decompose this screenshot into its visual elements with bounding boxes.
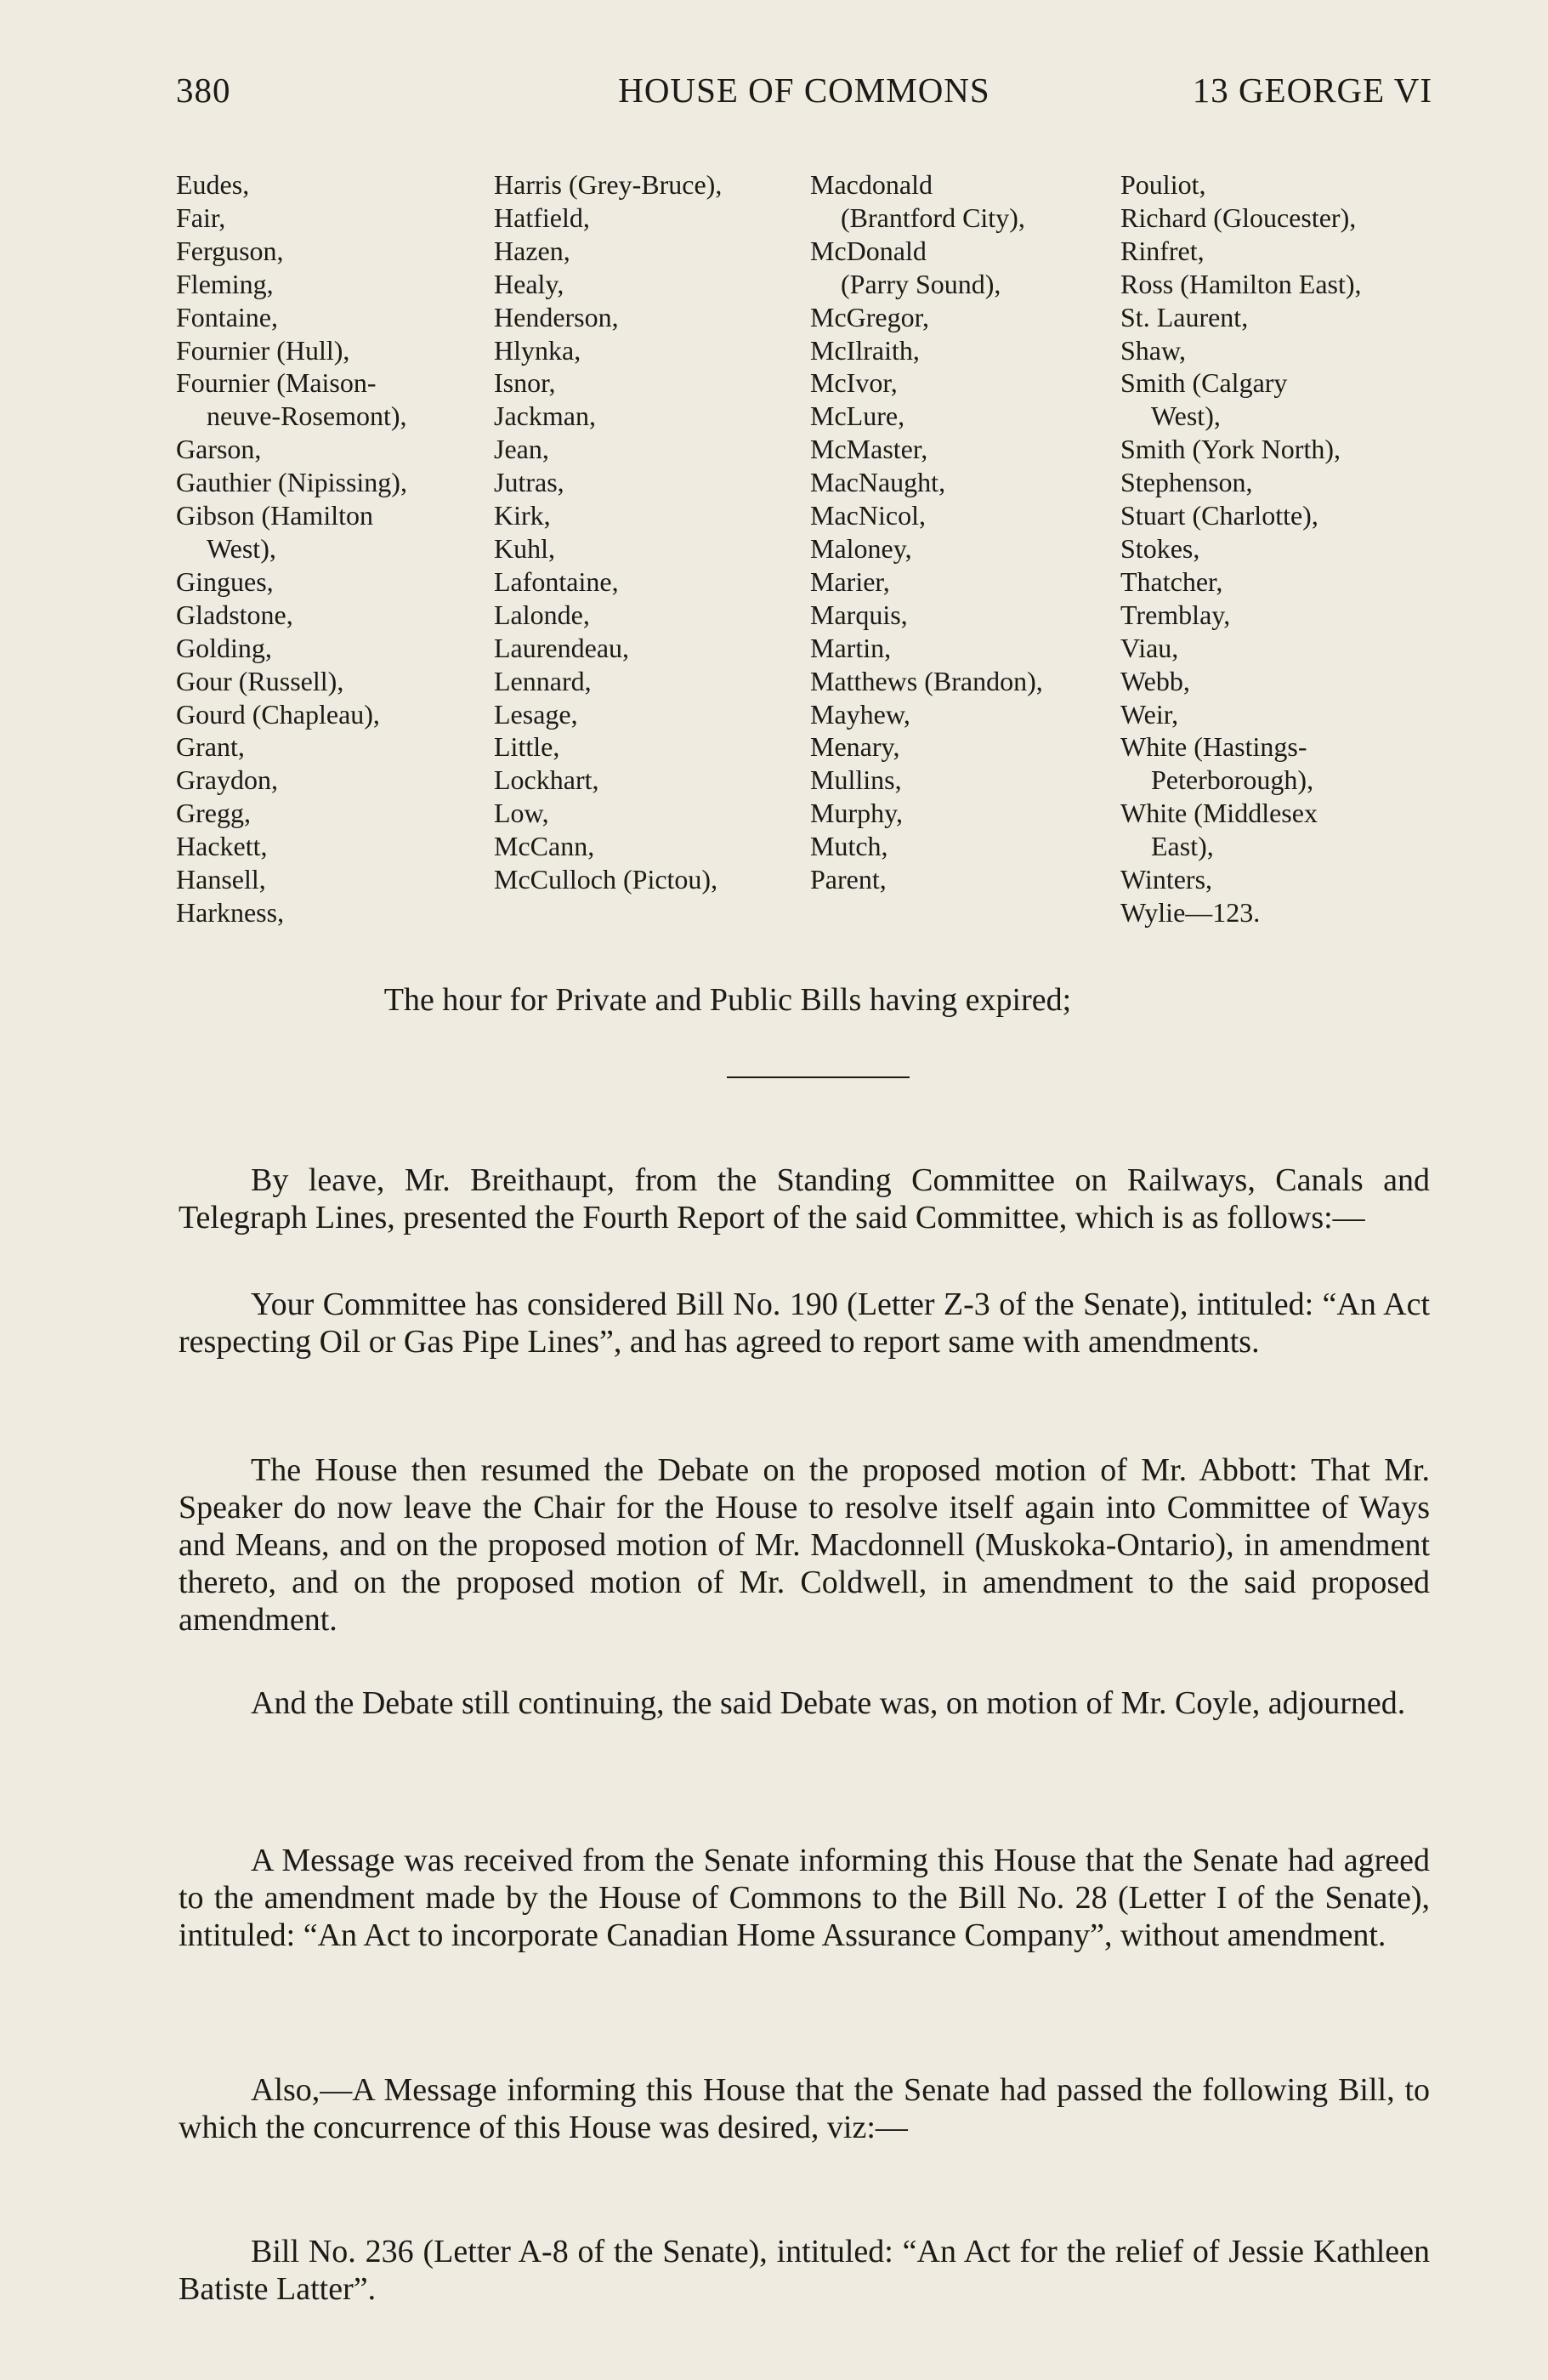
member-name: Marier, bbox=[810, 565, 890, 597]
page-header bbox=[176, 70, 1432, 121]
member-name: Gibson (Hamilton bbox=[176, 500, 373, 531]
member-name: Mullins, bbox=[810, 764, 902, 796]
member-name: Mutch, bbox=[810, 831, 888, 862]
member-name: Fair, bbox=[176, 202, 226, 233]
member-name: Rinfret, bbox=[1120, 235, 1205, 266]
member-name: Hackett, bbox=[176, 831, 268, 862]
member-name: Webb, bbox=[1120, 665, 1190, 696]
member-name: Macdonald bbox=[810, 169, 933, 200]
member-name: Richard (Gloucester), bbox=[1120, 202, 1357, 233]
member-name: Kuhl, bbox=[494, 532, 555, 564]
member-name: Gladstone, bbox=[176, 599, 293, 630]
report-intro-paragraph: By leave, Mr. Breithaupt, from the Standing Committee on Railways, Canals and Telegraph Lines, presented the Fourth Report of the said Committee, which is as follows:— bbox=[179, 1162, 1430, 1235]
member-name: Fournier (Hull), bbox=[176, 334, 350, 366]
member-name: (Brantford City), bbox=[841, 202, 1025, 233]
names-column-3 bbox=[810, 168, 1125, 896]
member-name: Garson, bbox=[176, 434, 262, 465]
member-name: Weir, bbox=[1120, 698, 1179, 730]
member-name: Eudes, bbox=[176, 169, 250, 200]
member-name: Hatfield, bbox=[494, 202, 590, 233]
member-name: Parent, bbox=[810, 864, 887, 895]
member-name: Ferguson, bbox=[176, 235, 284, 266]
debate-resumed-paragraph: The House then resumed the Debate on the proposed motion of Mr. Abbott: That Mr. Speaker do now leave the Chair for the House to resolve itself again into Committee of Ways and Means, and on the proposed motion of Mr. Macdonnell (Muskoka-Ontario), in amendment thereto, and on the proposed motion of Mr. Coldwell, in amendment to the said proposed amendment. bbox=[179, 1452, 1430, 1638]
page-number: 380 bbox=[176, 71, 231, 110]
member-name: McGregor, bbox=[810, 301, 929, 332]
member-name: Pouliot, bbox=[1120, 169, 1206, 200]
section-divider bbox=[727, 1076, 910, 1078]
member-name: Menary, bbox=[810, 731, 900, 763]
member-name: (Parry Sound), bbox=[841, 268, 1001, 299]
member-name: East), bbox=[1151, 831, 1214, 862]
member-name: White (Hastings- bbox=[1120, 731, 1307, 763]
session-label: 13 GEORGE VI bbox=[1192, 71, 1432, 110]
member-name: MacNicol, bbox=[810, 500, 926, 531]
names-column-4 bbox=[1120, 168, 1443, 929]
names-column-2 bbox=[494, 168, 808, 896]
member-name: Kirk, bbox=[494, 500, 551, 531]
member-name: Hazen, bbox=[494, 235, 570, 266]
member-name: Fournier (Maison- bbox=[176, 367, 377, 399]
member-name: McCulloch (Pictou), bbox=[494, 864, 718, 895]
member-name: McIlraith, bbox=[810, 334, 920, 366]
member-name: Gregg, bbox=[176, 798, 251, 829]
member-name: Laurendeau, bbox=[494, 632, 630, 663]
member-name: Grant, bbox=[176, 731, 245, 763]
member-name: Shaw, bbox=[1120, 334, 1187, 366]
member-name: Lesage, bbox=[494, 698, 578, 730]
member-name: Fleming, bbox=[176, 268, 274, 299]
member-name: Harkness, bbox=[176, 896, 285, 928]
member-name: Mayhew, bbox=[810, 698, 910, 730]
member-name: McLure, bbox=[810, 400, 905, 432]
member-name: Stuart (Charlotte), bbox=[1120, 500, 1318, 531]
member-name: Gourd (Chapleau), bbox=[176, 698, 380, 730]
member-name: Gauthier (Nipissing), bbox=[176, 467, 407, 498]
member-name: neuve-Rosemont), bbox=[207, 400, 407, 432]
bill-236-paragraph: Bill No. 236 (Letter A-8 of the Senate), intituled: “An Act for the relief of Jessie Kathleen Batiste Latter”. bbox=[179, 2234, 1430, 2307]
member-name: Jackman, bbox=[494, 400, 596, 432]
member-name: Ross (Hamilton East), bbox=[1120, 268, 1362, 299]
member-name: Gingues, bbox=[176, 565, 274, 597]
member-name: Fontaine, bbox=[176, 301, 278, 332]
member-name: Maloney, bbox=[810, 532, 912, 564]
member-name: Viau, bbox=[1120, 632, 1179, 663]
member-name: Murphy, bbox=[810, 798, 904, 829]
debate-adjourned-paragraph: And the Debate still continuing, the said Debate was, on motion of Mr. Coyle, adjourned. bbox=[251, 1685, 1406, 1721]
names-column-1 bbox=[176, 168, 490, 929]
member-name: West), bbox=[207, 532, 276, 564]
hour-expired-line: The hour for Private and Public Bills having expired; bbox=[383, 982, 1072, 1018]
member-name: McDonald bbox=[810, 235, 927, 266]
member-name: Smith (York North), bbox=[1120, 434, 1341, 465]
member-name: Harris (Grey-Bruce), bbox=[494, 169, 723, 200]
member-name: Golding, bbox=[176, 632, 272, 663]
member-name: MacNaught, bbox=[810, 467, 946, 498]
member-name: Isnor, bbox=[494, 367, 556, 399]
member-name: Marquis, bbox=[810, 599, 908, 630]
member-name: Martin, bbox=[810, 632, 892, 663]
member-name: Jean, bbox=[494, 434, 549, 465]
member-name: St. Laurent, bbox=[1120, 301, 1249, 332]
member-name: Lalonde, bbox=[494, 599, 590, 630]
member-name: Little, bbox=[494, 731, 560, 763]
member-name: Lafontaine, bbox=[494, 565, 619, 597]
member-name: Winters, bbox=[1120, 864, 1213, 895]
member-name: McCann, bbox=[494, 831, 595, 862]
senate-message-paragraph: A Message was received from the Senate informing this House that the Senate had agreed to the amendment made by the House of Commons to the Bill No. 28 (Letter I of the Senate), intituled: “An Act to incorporate Canadian Home Assurance Company”, without amendment. bbox=[179, 1843, 1430, 1953]
member-name: Smith (Calgary bbox=[1120, 367, 1288, 399]
member-name: Stephenson, bbox=[1120, 467, 1253, 498]
member-name: West), bbox=[1151, 400, 1221, 432]
member-name: Healy, bbox=[494, 268, 564, 299]
member-name: Jutras, bbox=[494, 467, 564, 498]
member-name: Gour (Russell), bbox=[176, 665, 344, 696]
member-name: Peterborough), bbox=[1151, 764, 1314, 796]
member-name: Lennard, bbox=[494, 665, 592, 696]
member-name: McIvor, bbox=[810, 367, 898, 399]
member-name: McMaster, bbox=[810, 434, 928, 465]
member-name: Henderson, bbox=[494, 301, 619, 332]
member-name: Low, bbox=[494, 798, 549, 829]
member-name: Graydon, bbox=[176, 764, 278, 796]
member-name: Hlynka, bbox=[494, 334, 581, 366]
member-name: White (Middlesex bbox=[1120, 798, 1318, 829]
report-text-paragraph: Your Committee has considered Bill No. 190 (Letter Z-3 of the Senate), intituled: “An Act respecting Oil or Gas Pipe Lines”, and has agreed to report same with amendments. bbox=[179, 1287, 1430, 1360]
member-name: Hansell, bbox=[176, 864, 266, 895]
member-name: Stokes, bbox=[1120, 532, 1200, 564]
member-name: Tremblay, bbox=[1120, 599, 1231, 630]
member-name: Matthews (Brandon), bbox=[810, 665, 1043, 696]
member-name: Lockhart, bbox=[494, 764, 599, 796]
member-name: Thatcher, bbox=[1120, 565, 1223, 597]
also-message-paragraph: Also,—A Message informing this House that the Senate had passed the following Bill, to which the concurrence of this House was desired, viz:— bbox=[179, 2072, 1430, 2145]
page-title: HOUSE OF COMMONS bbox=[618, 71, 990, 110]
member-name: Wylie—123. bbox=[1120, 896, 1261, 928]
